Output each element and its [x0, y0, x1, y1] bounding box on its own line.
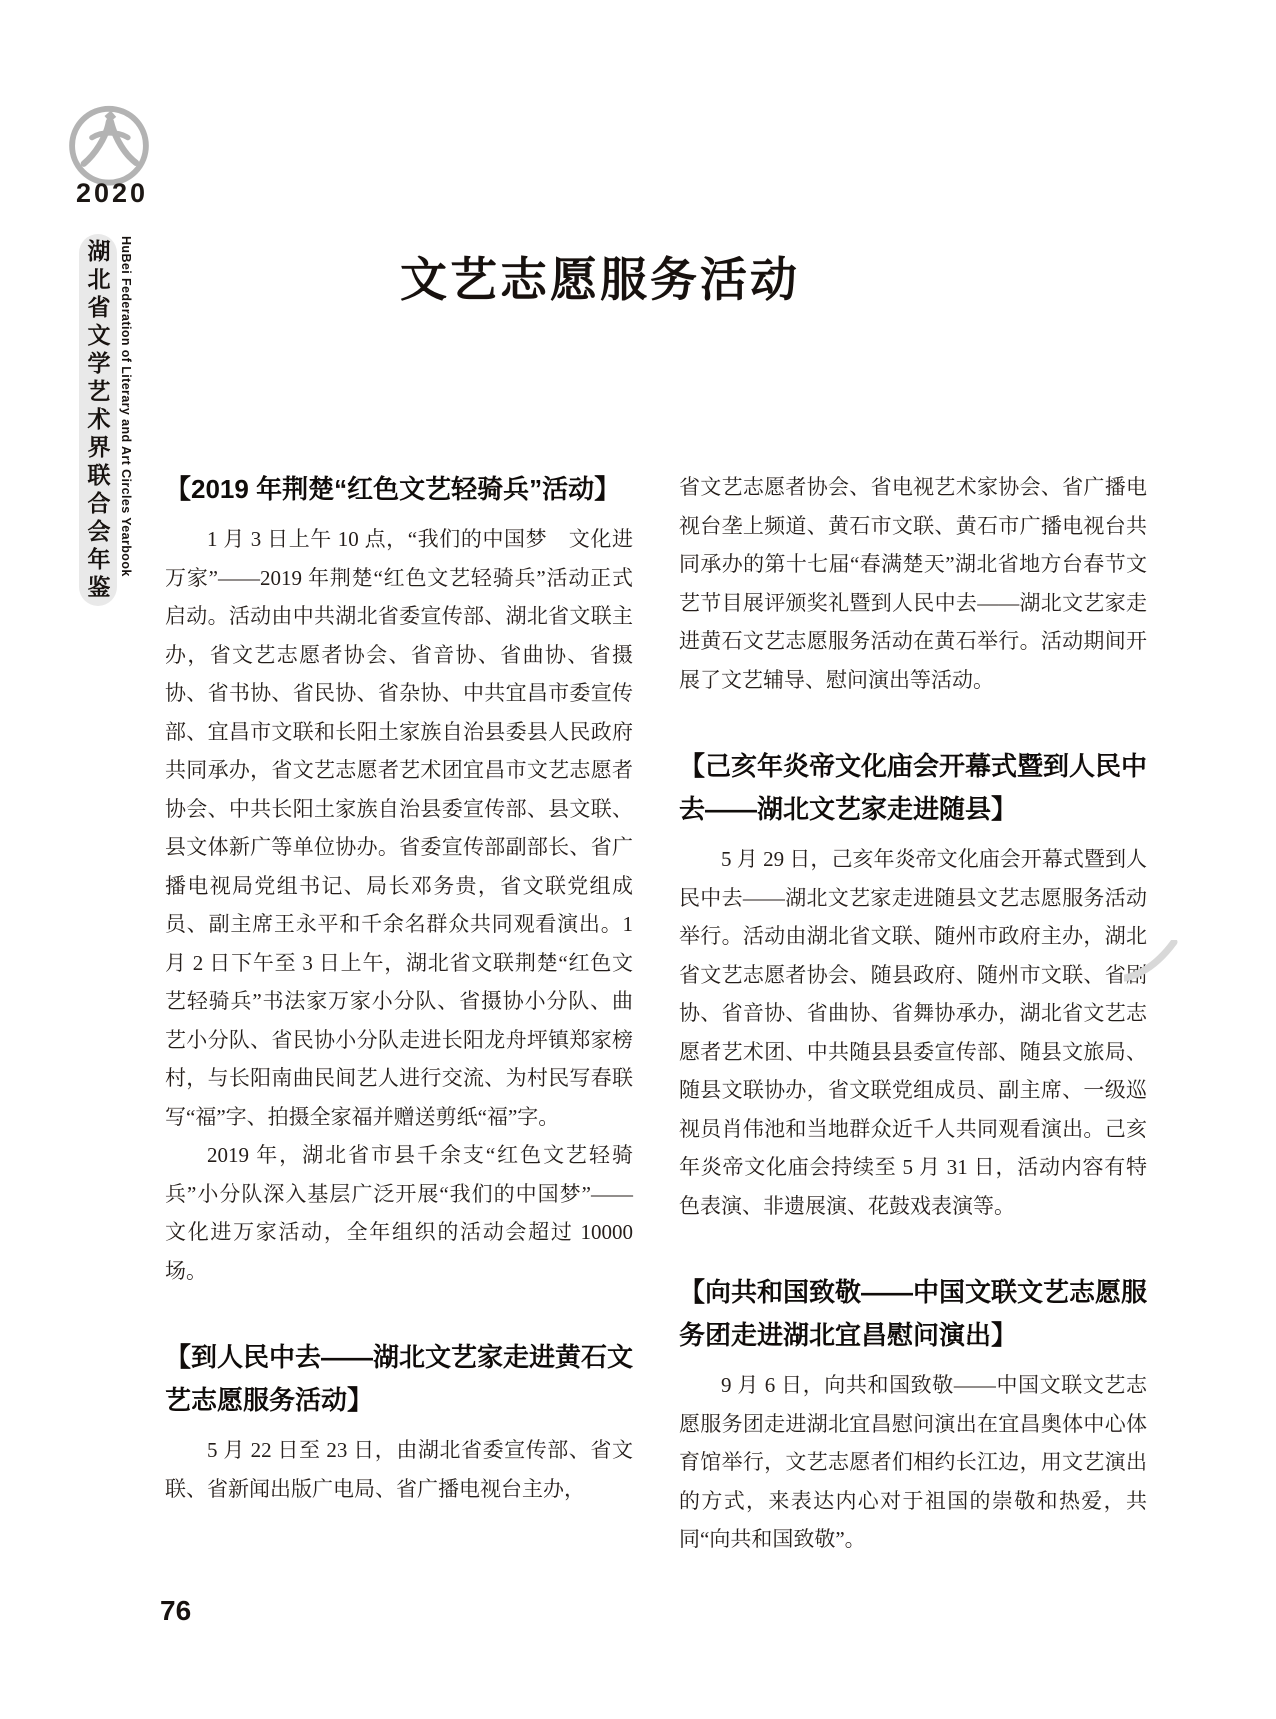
section-heading-salute-republic: 【向共和国致敬——中国文联文艺志愿服务团走进湖北宜昌慰问演出】 — [679, 1277, 1148, 1350]
right-text-column — [679, 468, 1147, 1559]
logo-year-label: 2020 — [76, 178, 149, 208]
paragraph-huangshi-service-1: 5 月 22 日至 23 日，由湖北省委宣传部、省文联、省新闻出版广电局、省广播电视台主办， — [165, 1438, 633, 1501]
paragraph-salute-republic: 9 月 6 日，向共和国致敬——中国文联文艺志愿服务团走进湖北宜昌慰问演出在宜昌奥体中心体育馆举行，文艺志愿者们相约长江边，用文艺演出的方式，来表达内心对于祖国的崇敬和热爱，共同“向共和国致敬”。 — [679, 1373, 1147, 1551]
paragraph-yandi-temple-fair: 5 月 29 日，己亥年炎帝文化庙会开幕式暨到人民中去——湖北文艺家走进随县文艺志愿服务活动举行。活动由湖北省文联、随州市政府主办，湖北省文艺志愿者协会、随县政府、随州市文联、省剧协、省音协、省曲协、省舞协承办，湖北省文艺志愿者艺术团、中共随县县委宣传部、随县文旅局、随县文联协办，省文联党组成员、副主席、一级巡视员肖伟池和当地群众近千人共同观看演出。己亥年炎帝文化庙会持续至 5 月 31 日，活动内容有特色表演、非遗展演、花鼓戏表演等。 — [679, 847, 1147, 1218]
paragraph-huangshi-service-continued: 省文艺志愿者协会、省电视艺术家协会、省广播电视台垄上频道、黄石市文联、黄石市广播电视台共同承办的第十七届“春满楚天”湖北省地方台春节文艺节目展评颁奖礼暨到人民中去——湖北文艺家走进黄石文艺志愿服务活动在黄石举行。活动期间开展了文艺辅导、慰问演出等活动。 — [679, 475, 1147, 692]
page-title: 文艺志愿服务活动 — [400, 253, 800, 307]
federation-circle-logo-icon — [64, 98, 154, 188]
page-curl-shadow-icon — [1124, 940, 1178, 982]
sidebar-vertical-strip — [79, 234, 117, 606]
paragraph-red-culture-troops-2: 2019 年，湖北省市县千余支“红色文艺轻骑兵”小分队深入基层广泛开展“我们的中国梦”——文化进万家活动，全年组织的活动会超过 10000 场。 — [165, 1143, 633, 1283]
page-number: 76 — [160, 1595, 192, 1626]
section-heading-huangshi-service: 【到人民中去——湖北文艺家走进黄石文艺志愿服务活动】 — [165, 1342, 634, 1415]
sidebar-title-english: HuBei Federation of Literary and Art Circles Yearbook — [119, 236, 133, 577]
sidebar-title-chinese: 湖北省文学艺术界联合会年鉴 — [84, 239, 111, 603]
section-heading-yandi-temple-fair: 【己亥年炎帝文化庙会开幕式暨到人民中去——湖北文艺家走进随县】 — [679, 751, 1148, 824]
paragraph-red-culture-troops-1: 1 月 3 日上午 10 点，“我们的中国梦 文化进万家”——2019 年荆楚“红色文艺轻骑兵”活动正式启动。活动由中共湖北省委宣传部、湖北省文联主办，省文艺志愿者协会、省音协、省曲协、省摄协、省书协、省民协、省杂协、中共宜昌市委宣传部、宜昌市文联和长阳土家族自治县委县人民政府共同承办，省文艺志愿者艺术团宜昌市文艺志愿者协会、中共长阳土家族自治县委宣传部、县文联、县文体新广等单位协办。省委宣传部副部长、省广播电视局党组书记、局长邓务贵，省文联党组成员、副主席王永平和千余名群众共同观看演出。1 月 2 日下午至 3 日上午，湖北省文联荆楚“红色文艺轻骑兵”书法家万家小分队、省摄协小分队、曲艺小分队、省民协小分队走进长阳龙舟坪镇郑家榜村，与长阳南曲民间艺人进行交流、为村民写春联写“福”字、拍摄全家福并赠送剪纸“福”字。 — [165, 527, 633, 1129]
left-text-column — [165, 468, 633, 1508]
section-heading-red-culture-troops: 【2019 年荆楚“红色文艺轻骑兵”活动】 — [165, 474, 621, 504]
